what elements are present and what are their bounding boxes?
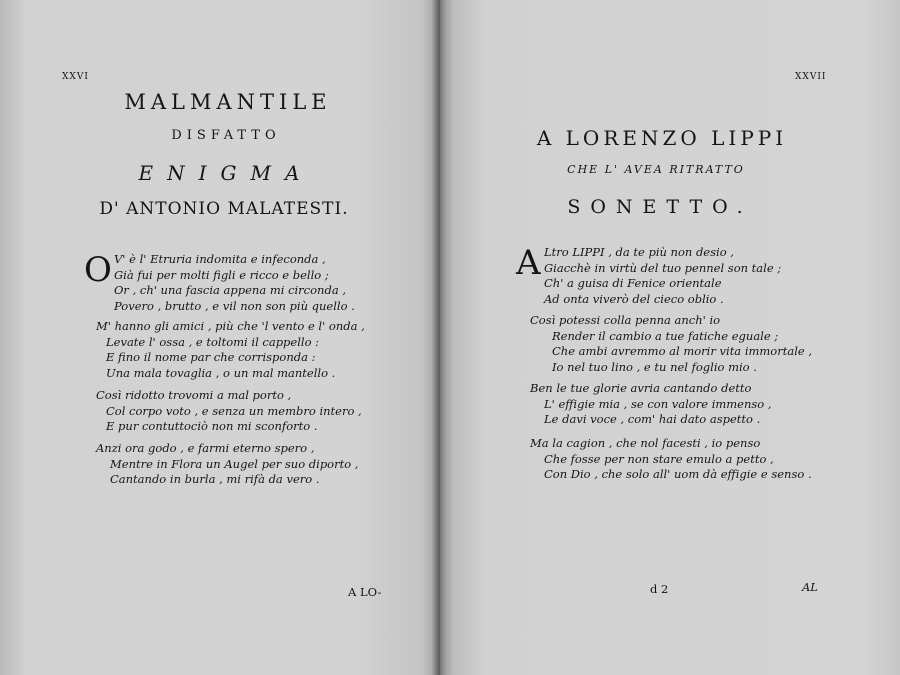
right-page-number: XXVII (795, 72, 827, 82)
verse-line: E fino il nome par che corrisponda : (106, 350, 316, 364)
right-page (440, 0, 900, 675)
right-subtitle: CHE L' AVEA RITRATTO (567, 163, 745, 176)
left-catchword: A LO- (348, 585, 382, 599)
verse-line: Render il cambio a tue fatiche eguale ; (552, 328, 779, 343)
verse-line: Con Dio , che solo all' uom dà effigie e senso . (544, 467, 812, 481)
verse-line: Ma la cagion , che nol facesti , io penso (530, 436, 761, 450)
right-drop-cap: A (516, 243, 541, 283)
left-page-number: XXVI (62, 72, 89, 82)
verse-line: Ben le tue glorie avria cantando detto (530, 381, 752, 395)
verse-line: Così ridotto trovomi a mal porto , (96, 388, 292, 402)
left-stanza-2 (96, 319, 365, 381)
verse-line: Mentre in Flora un Augel per suo diporto , (110, 456, 359, 471)
book-gutter (432, 0, 448, 675)
verse-line: Povero , brutto , e vil non son più quello . (114, 298, 355, 313)
verse-line: Levate l' ossa , e toltomi il cappello : (106, 334, 320, 349)
left-drop-cap: O (84, 250, 112, 290)
left-title: MALMANTILE (124, 90, 332, 114)
right-stanza-2 (530, 313, 812, 375)
verse-line: Anzi ora godo , e farmi eterno spero , (96, 441, 315, 455)
left-stanza-3 (96, 388, 362, 435)
left-author: D' ANTONIO MALATESTI. (99, 199, 349, 219)
verse-line: Or , ch' una fascia appena mi circonda , (114, 283, 346, 297)
left-stanza-4 (96, 441, 358, 488)
verse-line: Già fui per molti figli e ricco e bello ; (114, 267, 329, 282)
left-page (0, 0, 440, 675)
verse-line: Ch' a guisa di Fenice orientale (544, 276, 722, 290)
left-stanza-1 (114, 252, 355, 314)
verse-line: Che fosse per non stare emulo a petto , (544, 451, 774, 466)
verse-line: Ltro LIPPI , da te più non desio , (544, 245, 734, 259)
verse-line: Cantando in burla , mi rifà da vero . (110, 472, 320, 486)
verse-line: Che ambi avremmo al morir vita immortale , (552, 344, 813, 358)
right-signature-mark: d 2 (650, 582, 669, 596)
left-subtitle: DISFATTO (171, 128, 281, 143)
verse-line: Io nel tuo lino , e tu nel foglio mio . (552, 359, 757, 374)
right-genre: SONETTO. (567, 196, 753, 218)
verse-line: Col corpo voto , e senza un membro intero , (106, 403, 362, 418)
verse-line: M' hanno gli amici , più che 'l vento e l' onda , (96, 319, 365, 333)
verse-line: Una mala tovaglia , o un mal mantello . (106, 365, 336, 380)
verse-line: L' effigie mia , se con valore immenso , (544, 396, 772, 411)
right-stanza-1 (544, 245, 781, 307)
verse-line: E pur contuttociò non mi sconforto . (106, 419, 318, 433)
right-title: A LORENZO LIPPI (536, 126, 788, 150)
right-stanza-3 (530, 381, 772, 428)
left-genre: ENIGMA (138, 161, 314, 185)
right-catchword: AL (802, 580, 818, 594)
verse-line: Le davi voce , com' hai dato aspetto . (544, 412, 761, 426)
verse-line: Così potessi colla penna anch' io (530, 313, 721, 327)
verse-line: Giacchè in virtù del tuo pennel son tale ; (544, 260, 782, 275)
verse-line: Ad onta viverò del cieco oblio . (544, 291, 724, 306)
right-stanza-4 (530, 436, 812, 483)
verse-line: V' è l' Etruria indomita e infeconda , (114, 252, 326, 266)
